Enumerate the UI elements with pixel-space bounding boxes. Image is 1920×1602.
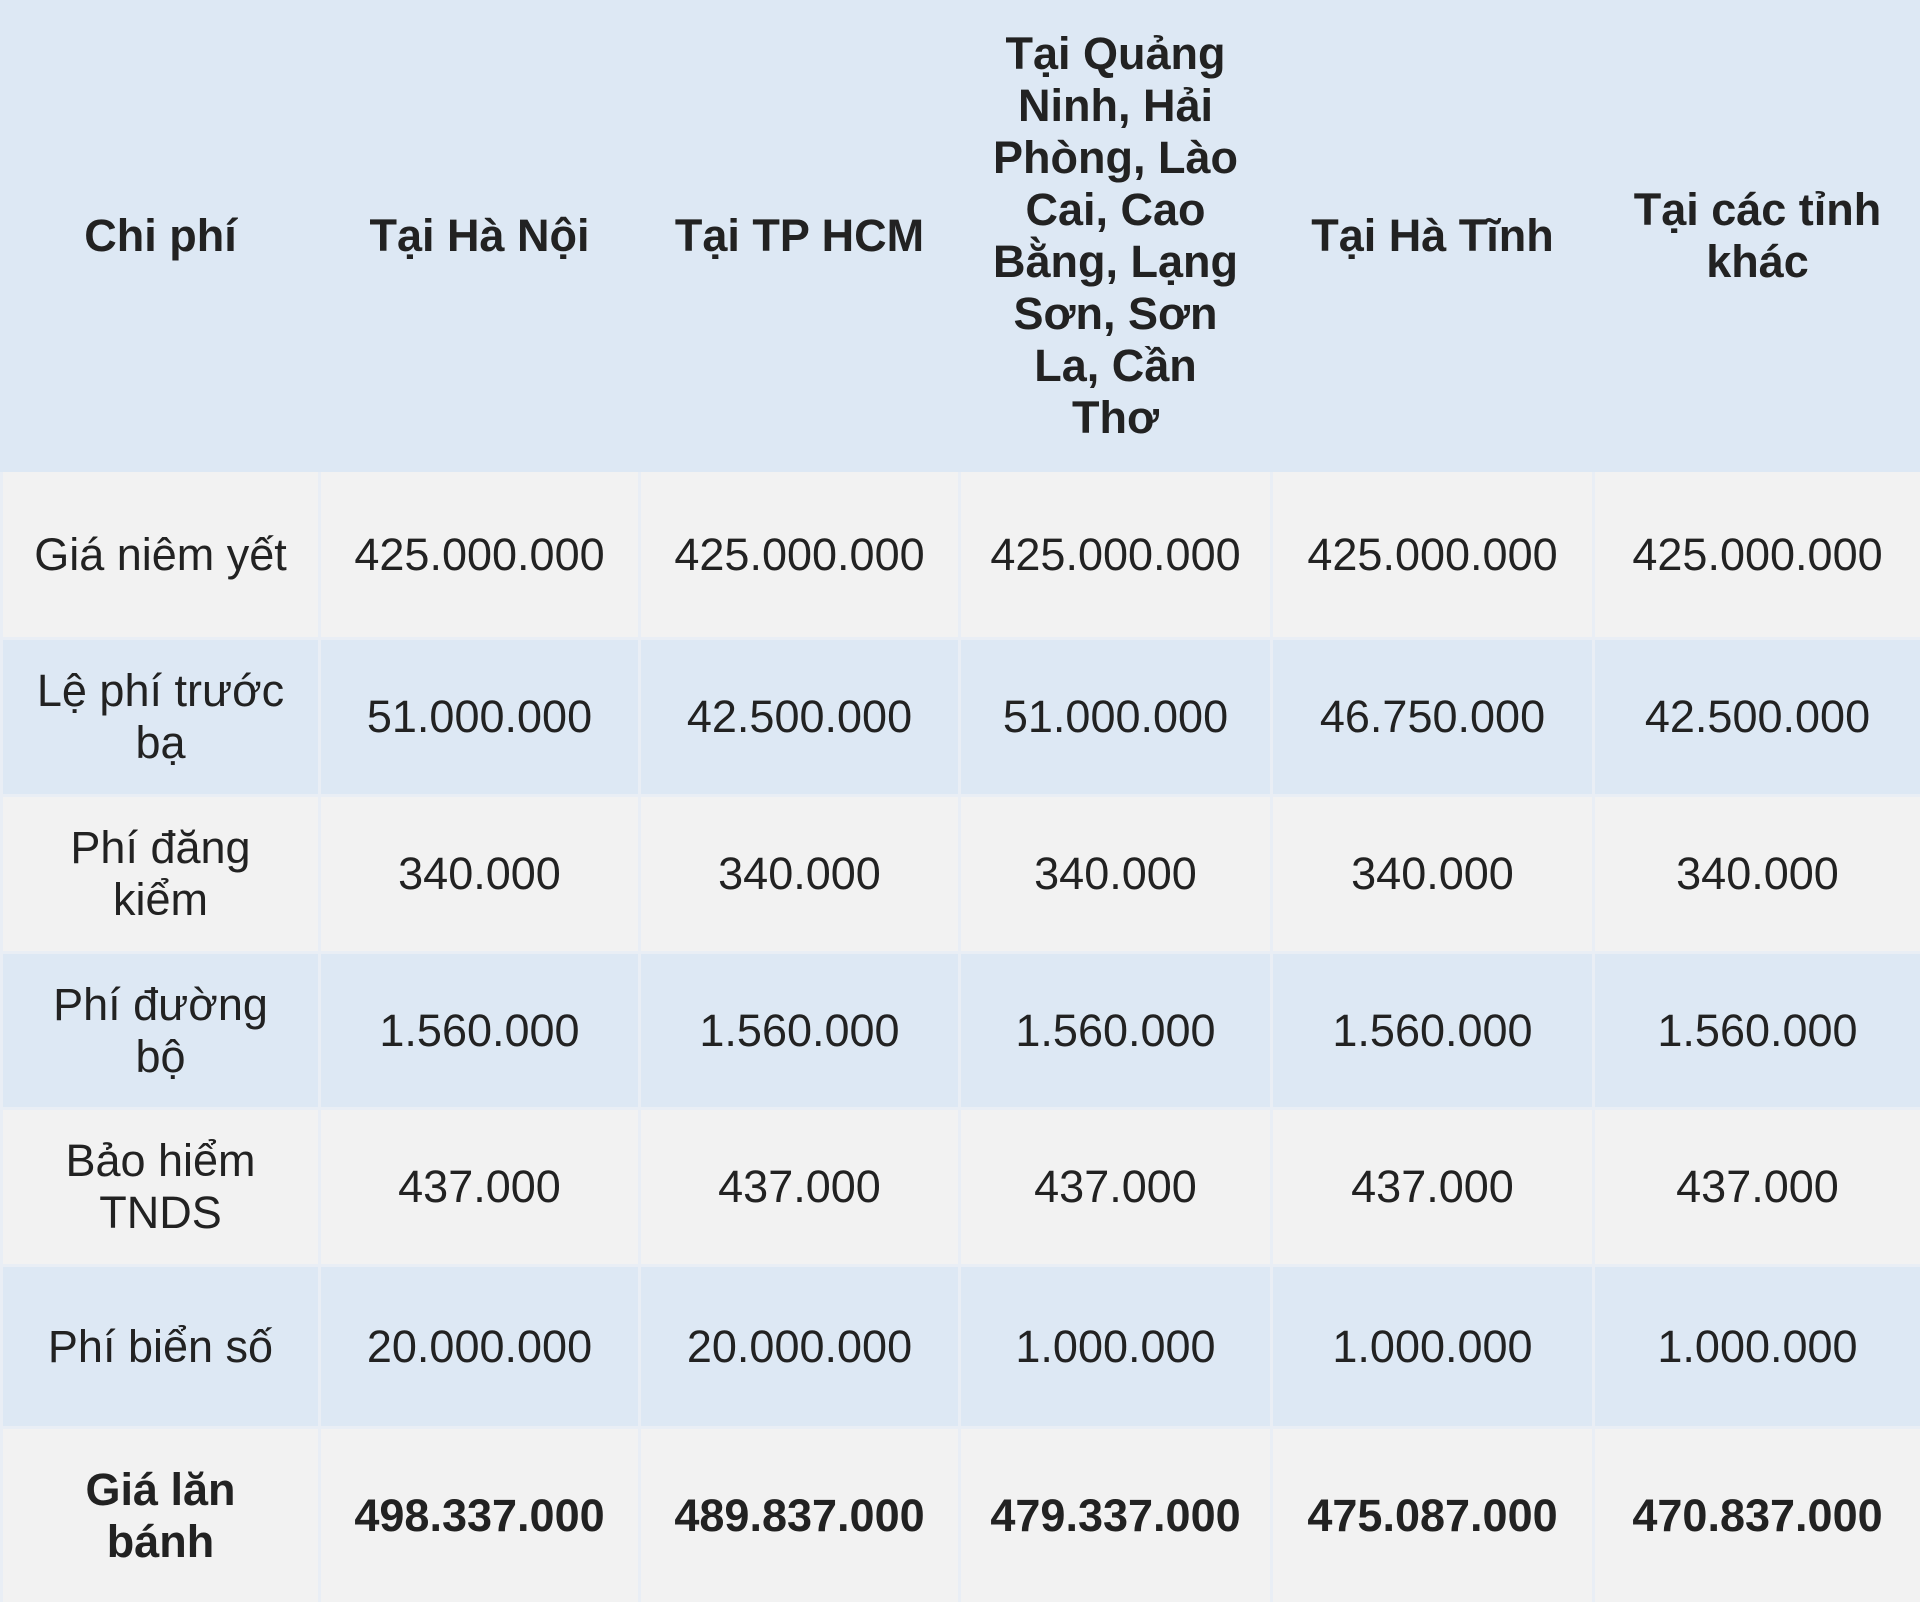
- total-value: 475.087.000: [1272, 1428, 1594, 1602]
- cell-value: 42.500.000: [640, 639, 960, 796]
- total-value: 498.337.000: [320, 1428, 640, 1602]
- cell-value: 20.000.000: [640, 1266, 960, 1428]
- total-value: 489.837.000: [640, 1428, 960, 1602]
- cell-value: 20.000.000: [320, 1266, 640, 1428]
- header-hcm: Tại TP HCM: [640, 2, 960, 471]
- total-value: 470.837.000: [1594, 1428, 1920, 1602]
- cell-value: 340.000: [1594, 796, 1920, 953]
- cell-value: 425.000.000: [640, 471, 960, 639]
- row-label: Bảo hiểm TNDS: [2, 1109, 320, 1266]
- cell-value: 46.750.000: [1272, 639, 1594, 796]
- cell-value: 1.000.000: [1272, 1266, 1594, 1428]
- cell-value: 425.000.000: [1272, 471, 1594, 639]
- total-label: Giá lăn bánh: [2, 1428, 320, 1602]
- table-row: [2, 471, 1920, 639]
- cell-value: 51.000.000: [960, 639, 1272, 796]
- row-label: Lệ phí trước bạ: [2, 639, 320, 796]
- cell-value: 1.560.000: [640, 953, 960, 1109]
- cell-value: 340.000: [320, 796, 640, 953]
- row-label: Phí đường bộ: [2, 953, 320, 1109]
- table-row: [2, 953, 1920, 1109]
- cell-value: 51.000.000: [320, 639, 640, 796]
- cell-value: 425.000.000: [320, 471, 640, 639]
- header-hanoi: Tại Hà Nội: [320, 2, 640, 471]
- header-row: [2, 2, 1920, 471]
- cell-value: 1.560.000: [960, 953, 1272, 1109]
- cell-value: 1.000.000: [1594, 1266, 1920, 1428]
- cell-value: 340.000: [1272, 796, 1594, 953]
- header-cost: Chi phí: [2, 2, 320, 471]
- cell-value: 425.000.000: [960, 471, 1272, 639]
- cell-value: 1.560.000: [320, 953, 640, 1109]
- total-value: 479.337.000: [960, 1428, 1272, 1602]
- row-label: Phí biển số: [2, 1266, 320, 1428]
- cell-value: 437.000: [640, 1109, 960, 1266]
- cell-value: 340.000: [960, 796, 1272, 953]
- cell-value: 437.000: [960, 1109, 1272, 1266]
- total-row: [2, 1428, 1920, 1602]
- table-row: [2, 796, 1920, 953]
- row-label: Giá niêm yết: [2, 471, 320, 639]
- cell-value: 42.500.000: [1594, 639, 1920, 796]
- table-row: [2, 1266, 1920, 1428]
- cell-value: 340.000: [640, 796, 960, 953]
- cell-value: 425.000.000: [1594, 471, 1920, 639]
- header-hatinh: Tại Hà Tĩnh: [1272, 2, 1594, 471]
- header-other-provinces: Tại các tỉnh khác: [1594, 2, 1920, 471]
- row-label: Phí đăng kiểm: [2, 796, 320, 953]
- table-row: [2, 639, 1920, 796]
- cell-value: 1.560.000: [1272, 953, 1594, 1109]
- cell-value: 1.000.000: [960, 1266, 1272, 1428]
- cell-value: 437.000: [1594, 1109, 1920, 1266]
- cell-value: 1.560.000: [1594, 953, 1920, 1109]
- header-group-provinces: Tại Quảng Ninh, Hải Phòng, Lào Cai, Cao Bằng, Lạng Sơn, Sơn La, Cần Thơ: [960, 2, 1272, 471]
- cell-value: 437.000: [1272, 1109, 1594, 1266]
- table-row: [2, 1109, 1920, 1266]
- cell-value: 437.000: [320, 1109, 640, 1266]
